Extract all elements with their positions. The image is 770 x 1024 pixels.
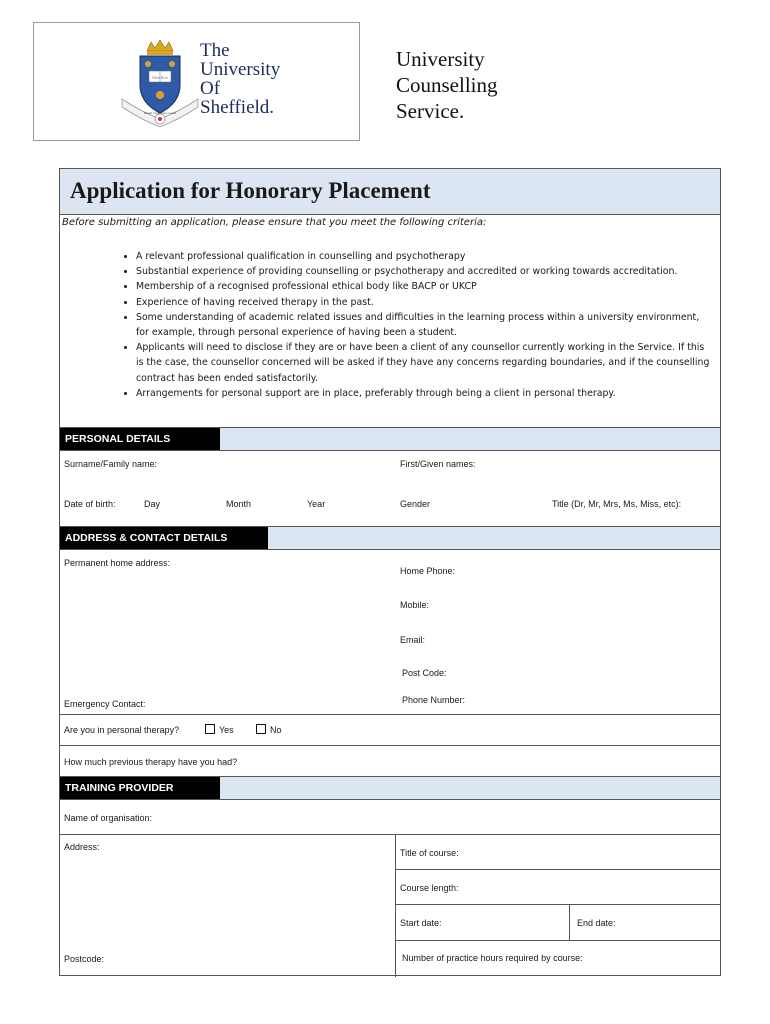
previous-therapy-label: How much previous therapy have you had? bbox=[64, 757, 238, 767]
surname-label: Surname/Family name: bbox=[64, 459, 158, 469]
divider bbox=[60, 714, 720, 715]
organisation-label: Name of organisation: bbox=[64, 813, 153, 823]
personal-details-header bbox=[60, 427, 720, 451]
crest-ribbon-motto: Rerum Cognoscere Causas bbox=[143, 111, 177, 115]
emergency-contact-label: Emergency Contact: bbox=[64, 699, 146, 709]
service-name-line: Service. bbox=[396, 99, 465, 123]
criteria-item: • Experience of having received therapy in the past. bbox=[136, 295, 710, 310]
divider bbox=[395, 869, 720, 870]
university-name-line: Sheffield. bbox=[200, 97, 275, 118]
divider bbox=[395, 904, 720, 905]
crest-book-motto: Disce Doce bbox=[152, 75, 168, 80]
gender-label: Gender bbox=[400, 499, 431, 509]
criteria-list bbox=[110, 249, 710, 401]
university-name-line: University bbox=[200, 59, 281, 80]
yes-label: Yes bbox=[219, 725, 234, 735]
form-title-bar bbox=[60, 169, 720, 215]
home-phone-label: Home Phone: bbox=[400, 566, 456, 576]
training-provider-heading: TRAINING PROVIDER bbox=[60, 777, 220, 799]
course-length-label: Course length: bbox=[400, 883, 459, 893]
course-title-label: Title of course: bbox=[400, 848, 459, 858]
service-name bbox=[396, 46, 498, 124]
university-logo bbox=[33, 22, 360, 141]
therapy-question-label: Are you in personal therapy? bbox=[64, 725, 180, 735]
end-date-label: End date: bbox=[577, 918, 616, 928]
university-name-line: Of bbox=[200, 78, 221, 99]
contact-details-header bbox=[60, 526, 720, 550]
dob-year-label: Year bbox=[307, 499, 326, 509]
email-label: Email: bbox=[400, 635, 426, 645]
postcode-label: Postcode: bbox=[64, 954, 105, 964]
therapy-yes-option[interactable] bbox=[205, 724, 234, 735]
criteria-intro: Before submitting an application, please ensure that you meet the following criteria: bbox=[62, 217, 487, 228]
criteria-item: • A relevant professional qualification in counselling and psychotherapy bbox=[136, 249, 710, 264]
practice-hours-label: Number of practice hours required by course: bbox=[402, 953, 583, 963]
divider bbox=[395, 940, 720, 941]
personal-details-heading: PERSONAL DETAILS bbox=[60, 428, 220, 450]
training-address-label: Address: bbox=[64, 842, 100, 852]
university-name-line: The bbox=[200, 40, 230, 61]
first-names-label: First/Given names: bbox=[400, 459, 476, 469]
dob-label: Date of birth: bbox=[64, 499, 116, 509]
no-checkbox[interactable] bbox=[256, 724, 266, 734]
start-date-label: Start date: bbox=[400, 918, 442, 928]
mobile-label: Mobile: bbox=[400, 600, 430, 610]
divider bbox=[60, 745, 720, 746]
contact-details-heading: ADDRESS & CONTACT DETAILS bbox=[60, 527, 268, 549]
home-address-label: Permanent home address: bbox=[64, 558, 171, 568]
phone-number-label: Phone Number: bbox=[402, 695, 466, 705]
criteria-item: • Applicants will need to disclose if they are or have been a client of any counsellor currently working in the Service. If this is the case, the counsellor concerned will be asked if they have any concerns regarding boundaries, and if the counselling contract has been ended satisfactorily. bbox=[136, 340, 710, 386]
application-form bbox=[59, 168, 721, 976]
yes-checkbox[interactable] bbox=[205, 724, 215, 734]
therapy-no-option[interactable] bbox=[256, 724, 282, 735]
criteria-item: • Arrangements for personal support are in place, preferably through being a client in personal therapy. bbox=[136, 386, 710, 401]
no-label: No bbox=[270, 725, 282, 735]
form-title: Application for Honorary Placement bbox=[70, 178, 431, 203]
service-name-line: Counselling bbox=[396, 73, 498, 97]
university-crest-icon bbox=[120, 37, 200, 129]
criteria-item: • Some understanding of academic related issues and difficulties in the learning process within a university environment, for example, through personal experience of having been a student. bbox=[136, 310, 710, 340]
university-name bbox=[200, 41, 280, 117]
dob-day-label: Day bbox=[144, 499, 161, 509]
divider bbox=[60, 834, 720, 835]
divider bbox=[395, 834, 396, 977]
criteria-item: • Membership of a recognised professional ethical body like BACP or UKCP bbox=[136, 279, 710, 294]
divider bbox=[569, 904, 570, 940]
title-label: Title (Dr, Mr, Mrs, Ms, Miss, etc): bbox=[552, 499, 682, 509]
post-code-label: Post Code: bbox=[402, 668, 447, 678]
service-name-line: University bbox=[396, 47, 485, 71]
criteria-item: • Substantial experience of providing counselling or psychotherapy and accredited or working towards accreditation. bbox=[136, 264, 710, 279]
dob-month-label: Month bbox=[226, 499, 252, 509]
training-provider-header bbox=[60, 776, 720, 800]
